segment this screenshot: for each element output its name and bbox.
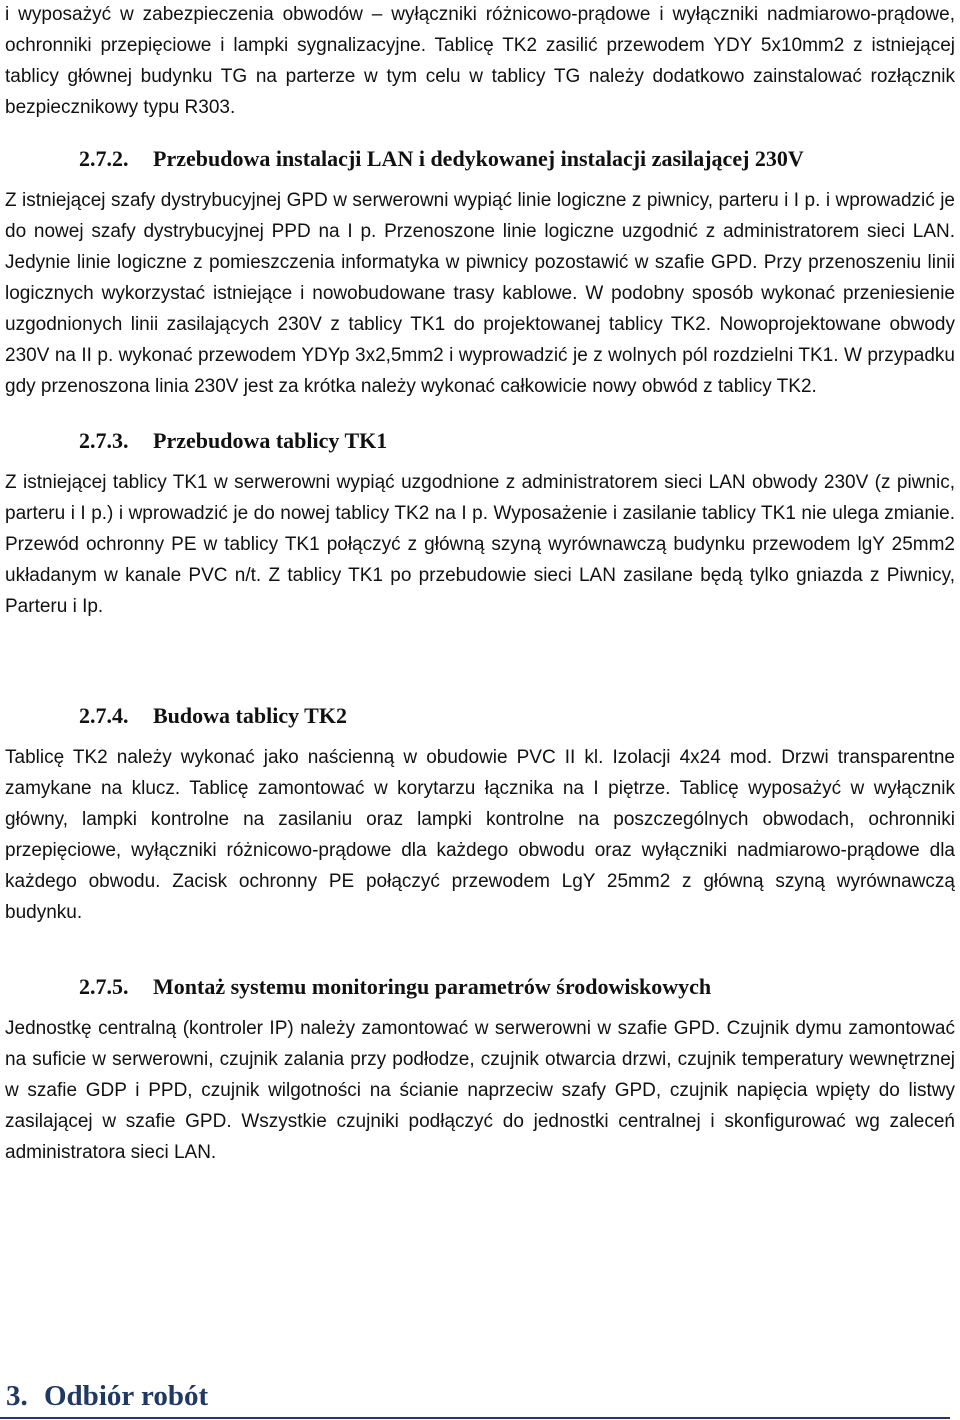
chapter-title: Odbiór robót [44,1380,209,1412]
document-page [5,0,955,1168]
section-number: 2.7.2. [79,146,129,171]
section-heading [5,701,955,731]
section-number: 2.7.5. [79,974,129,999]
section-2-7-4 [5,701,955,928]
section-title: Budowa tablicy TK2 [153,703,347,728]
section-number: 2.7.4. [79,703,129,728]
chapter-underline [0,1417,950,1419]
section-title: Przebudowa tablicy TK1 [153,428,388,453]
section-body: Z istniejącej szafy dystrybucyjnej GPD w serwerowni wypiąć linie logiczne z piwnicy, parteru i I p. i wprowadzić je do nowej szafy dystrybucyjnej PPD na I p. Przenoszone linie logiczne uzgodnić z administratorem sieci LAN. Jedynie linie logiczne z pomieszczenia informatyka w piwnicy pozostawić w szafie GPD. Przy przenoszeniu linii logicznych wykorzystać istniejące i nowobudowane trasy kablowe. W podobny sposób wykonać przeniesienie uzgodnionych linii zasilających 230V z tablicy TK1 do projektowanej tablicy TK2. Nowoprojektowane obwody 230V na II p. wykonać przewodem YDYp 3x2,5mm2 i wyprowadzić je z wolnych pól rozdzielni TK1. W przypadku gdy przenoszona linia 230V jest za krótka należy wykonać całkowicie nowy obwód z tablicy TK2. [5,190,955,397]
section-heading [5,426,955,456]
section-heading [5,144,955,174]
section-heading [5,972,955,1002]
intro-paragraph: i wyposażyć w zabezpieczenia obwodów – wyłączniki różnicowo-prądowe i wyłączniki nadmiarowo-prądowe, ochronniki przepięciowe i lampki sygnalizacyjne. Tablicę TK2 zasilić przewodem YDY 5x10mm2 z istniejącej tablicy głównej budynku TG na parterze w tym celu w tablicy TG należy dodatkowo zainstalować rozłącznik bezpiecznikowy typu R303. [5,4,955,118]
section-2-7-3 [5,426,955,622]
section-number: 2.7.3. [79,428,129,453]
section-2-7-2 [5,144,955,402]
section-body: Z istniejącej tablicy TK1 w serwerowni wypiąć uzgodnione z administratorem sieci LAN obwody 230V (z piwnic, parteru i I p.) i wprowadzić je do nowej tablicy TK2 na I p. Wyposażenie i zasilanie tablicy TK1 nie ulega zmianie. Przewód ochronny PE w tablicy TK1 połączyć z główną szyną wyrównawczą budynku przewodem lgY 25mm2 układanym w kanale PVC n/t. Z tablicy TK1 po przebudowie sieci LAN zasilane będą tylko gniazda z Piwnicy, Parteru i Ip. [5,472,955,617]
chapter-heading [0,1378,956,1414]
section-title: Przebudowa instalacji LAN i dedykowanej instalacji zasilającej 230V [153,146,804,171]
section-body: Jednostkę centralną (kontroler IP) należy zamontować w serwerowni w szafie GPD. Czujnik dymu zamontować na suficie w serwerowni, czujnik zalania przy podłodze, czujnik otwarcia drzwi, czujnik temperatury wewnętrznej w szafie GDP i PPD, czujnik wilgotności na ścianie naprzeciw szafy GPD, czujnik napięcia wpięty do listwy zasilającej w szafie GPD. Wszystkie czujniki podłączyć do jednostki centralnej i skonfigurować wg zaleceń administratora sieci LAN. [5,1018,955,1163]
section-title: Montaż systemu monitoringu parametrów środowiskowych [153,974,712,999]
section-body: Tablicę TK2 należy wykonać jako naścienną w obudowie PVC II kl. Izolacji 4x24 mod. Drzwi transparentne zamykane na klucz. Tablicę zamontować w korytarzu łącznika na I piętrze. Tablicę wyposażyć w wyłącznik główny, lampki kontrolne na zasilaniu oraz lampki kontrolne na poszczególnych obwodach, ochronniki przepięciowe, wyłączniki różnicowo-prądowe dla każdego obwodu oraz wyłączniki nadmiarowo-prądowe dla każdego obwodu. Zacisk ochronny PE połączyć przewodem LgY 25mm2 z główną szyną wyrównawczą budynku. [5,747,955,923]
section-2-7-5 [5,972,955,1168]
chapter-number: 3. [6,1380,28,1412]
